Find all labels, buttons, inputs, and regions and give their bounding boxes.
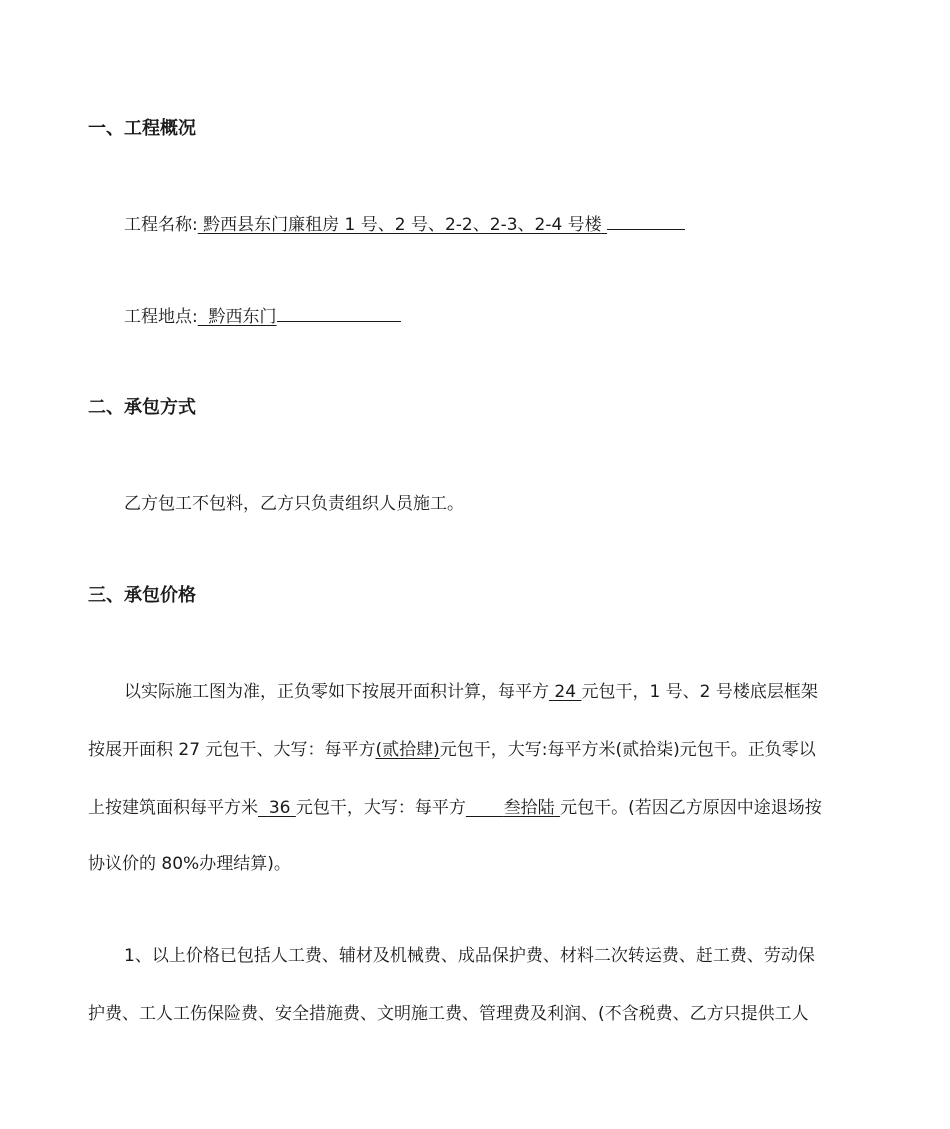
price-paragraph-line-3: 上按建筑面积每平方米 36 元包干，大写：每平方 叁拾陆 元包干。(若因乙方原因中途退场按 <box>88 798 822 818</box>
project-location-label: 工程地点: <box>124 307 198 327</box>
price-per-sqm-above-zero: 36 <box>268 798 291 818</box>
project-name-line <box>124 212 685 237</box>
price-paragraph-line-4: 协议价的 80%办理结算)。 <box>88 854 291 874</box>
section-heading-overview: 一、工程概况 <box>88 118 196 139</box>
price-upper-case-above-zero: 叁拾陆 <box>503 798 555 818</box>
price-note-line-1: 1、以上价格已包括人工费、辅材及机械费、成品保护费、材料二次转运费、赶工费、劳动保 <box>124 946 815 966</box>
project-name-label: 工程名称: <box>124 215 198 235</box>
price-paragraph-line-2: 按展开面积 27 元包干、大写：每平方(贰拾肆)元包干，大写:每平方米(贰拾柒)元包干。正负零以 <box>88 740 816 760</box>
price-paragraph-line-1: 以实际施工图为准，正负零如下按展开面积计算，每平方 24 元包干，1 号、2 号楼底层框架 <box>124 682 818 702</box>
section-heading-contract-mode: 二、承包方式 <box>88 397 196 418</box>
project-name-value: 黔西县东门廉租房 1 号、2 号、2-2、2-3、2-4 号楼 <box>203 215 602 235</box>
contract-mode-text: 乙方包工不包料，乙方只负责组织人员施工。 <box>124 494 464 514</box>
project-location-line <box>124 304 401 329</box>
project-location-value: 黔西东门 <box>208 307 277 327</box>
price-per-sqm-below-zero: 24 <box>554 682 577 702</box>
price-upper-case-below-zero: (贰拾肆) <box>375 740 440 760</box>
price-note-line-2: 护费、工人工伤保险费、安全措施费、文明施工费、管理费及利润、(不含税费、乙方只提供工人 <box>88 1004 809 1024</box>
section-heading-contract-price: 三、承包价格 <box>88 585 196 606</box>
underline-blank <box>277 304 401 322</box>
underline-blank <box>607 212 685 230</box>
